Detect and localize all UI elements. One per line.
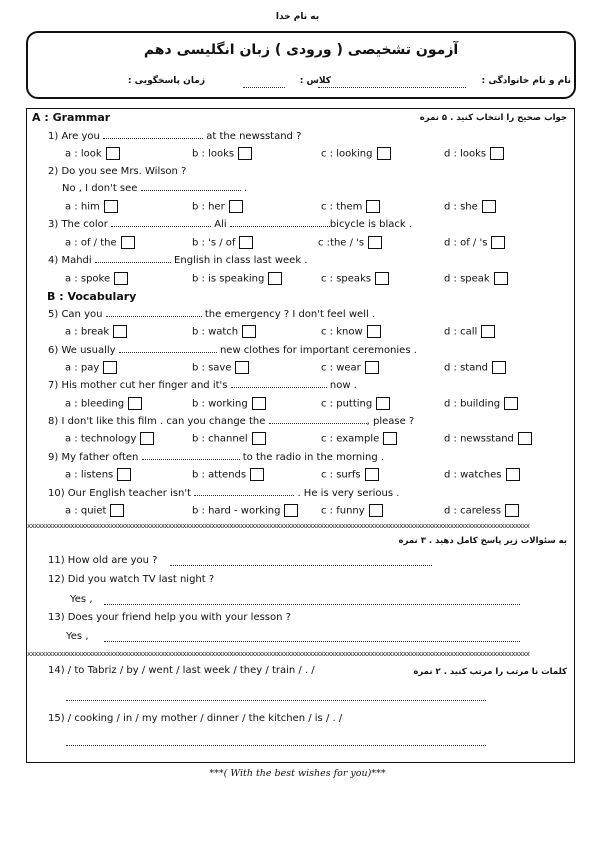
option: d : newsstand <box>444 432 532 445</box>
answer-checkbox[interactable] <box>504 397 518 410</box>
answer-checkbox[interactable] <box>491 236 505 249</box>
basmala: به نام خدا <box>275 12 320 22</box>
question-2: 2) Do you see Mrs. Wilson ? <box>48 166 187 177</box>
question-1: 1) Are you at the newsstand ? <box>48 131 302 142</box>
answer-checkbox[interactable] <box>114 272 128 285</box>
option: c : wear <box>321 361 379 374</box>
option: b : channel <box>192 432 266 445</box>
answer-checkbox[interactable] <box>239 236 253 249</box>
question-13-prefix: Yes , <box>66 631 89 642</box>
answer-checkbox[interactable] <box>505 504 519 517</box>
question-7: 7) His mother cut her finger and it's now . <box>48 380 357 391</box>
option: a : look <box>65 147 120 160</box>
answer-checkbox[interactable] <box>235 361 249 374</box>
answer-blank[interactable] <box>231 386 327 388</box>
separator-x-line: xxxxxxxxxxxxxxxxxxxxxxxxxxxxxxxxxxxxxxxxxxxxxxxxxxxxxxxxxxxxxxxxxxxxxxxxxxxxxxxxxxxxxxxxxxxxxxxxxxxxxxxxxxxxxxxxxxxxxxxxxxxxxxxxxxxxxxxxxxx <box>27 522 530 530</box>
answer-checkbox[interactable] <box>103 361 117 374</box>
option: d : stand <box>444 361 506 374</box>
answer-checkbox[interactable] <box>128 397 142 410</box>
class-field[interactable] <box>243 87 285 88</box>
answer-instruction: به سئوالات زیر پاسخ کامل دهید . ۳ نمره <box>398 536 567 546</box>
answer-blank[interactable] <box>95 261 171 263</box>
answer-checkbox[interactable] <box>490 147 504 160</box>
question-2-line2: No , I don't see . <box>62 183 247 194</box>
time-label: زمان پاسخگویی : <box>127 76 205 86</box>
option: a : listens <box>65 468 131 481</box>
option: b : attends <box>192 468 264 481</box>
answer-checkbox[interactable] <box>238 147 252 160</box>
answer-blank[interactable] <box>103 137 203 139</box>
answer-checkbox[interactable] <box>367 325 381 338</box>
question-5: 5) Can you the emergency ? I don't feel well . <box>48 309 376 320</box>
option: b : 's / of <box>192 236 253 249</box>
question-9: 9) My father often to the radio in the morning . <box>48 452 385 463</box>
option: a : him <box>65 200 118 213</box>
option: c : looking <box>321 147 391 160</box>
name-field[interactable] <box>318 87 466 88</box>
answer-blank[interactable] <box>141 189 241 191</box>
option: d : building <box>444 397 518 410</box>
option: a : quiet <box>65 504 124 517</box>
answer-checkbox[interactable] <box>365 361 379 374</box>
order-instruction: کلمات نا مرتب را مرتب کنید . ۲ نمره <box>413 667 567 677</box>
option: c : them <box>321 200 380 213</box>
answer-line[interactable] <box>66 745 486 746</box>
option: c : know <box>321 325 381 338</box>
answer-checkbox[interactable] <box>110 504 124 517</box>
answer-checkbox[interactable] <box>252 432 266 445</box>
option: a : pay <box>65 361 117 374</box>
option: b : hard - working <box>192 504 298 517</box>
answer-checkbox[interactable] <box>242 325 256 338</box>
question-3: 3) The color Ali bicycle is black . <box>48 219 413 230</box>
answer-checkbox[interactable] <box>506 468 520 481</box>
option: d : careless <box>444 504 519 517</box>
answer-line[interactable] <box>66 700 486 701</box>
vocabulary-heading: B : Vocabulary <box>47 290 137 303</box>
option: d : looks <box>444 147 504 160</box>
answer-checkbox[interactable] <box>365 468 379 481</box>
option: d : speak <box>444 272 508 285</box>
question-13: 13) Does your friend help you with your lesson ? <box>48 612 291 623</box>
answer-checkbox[interactable] <box>494 272 508 285</box>
answer-checkbox[interactable] <box>369 504 383 517</box>
answer-checkbox[interactable] <box>284 504 298 517</box>
answer-checkbox[interactable] <box>268 272 282 285</box>
answer-blank[interactable] <box>111 225 211 227</box>
option: b : her <box>192 200 243 213</box>
option: d : she <box>444 200 496 213</box>
answer-checkbox[interactable] <box>482 200 496 213</box>
answer-blank[interactable] <box>269 422 367 424</box>
answer-blank[interactable] <box>194 494 294 496</box>
option: b : is speaking <box>192 272 282 285</box>
option: b : looks <box>192 147 252 160</box>
exam-title: آزمون تشخیصی ( ورودی ) زبان انگلیسی دهم <box>143 42 459 58</box>
name-label: نام و نام خانوادگی : <box>481 76 571 86</box>
answer-checkbox[interactable] <box>481 325 495 338</box>
option: b : working <box>192 397 266 410</box>
answer-checkbox[interactable] <box>140 432 154 445</box>
answer-checkbox[interactable] <box>117 468 131 481</box>
option: d : call <box>444 325 495 338</box>
option: a : bleeding <box>65 397 142 410</box>
answer-blank[interactable] <box>230 225 330 227</box>
grammar-instruction: جواب صحیح را انتخاب کنید . ۵ نمره <box>419 113 567 123</box>
answer-checkbox[interactable] <box>375 272 389 285</box>
answer-line[interactable] <box>104 604 520 605</box>
answer-checkbox[interactable] <box>518 432 532 445</box>
separator-x-line: xxxxxxxxxxxxxxxxxxxxxxxxxxxxxxxxxxxxxxxxxxxxxxxxxxxxxxxxxxxxxxxxxxxxxxxxxxxxxxxxxxxxxxxxxxxxxxxxxxxxxxxxxxxxxxxxxxxxxxxxxxxxxxxxxxxxxxxxxxx <box>27 650 530 658</box>
footer-wishes: ***( With the best wishes for you)*** <box>209 768 386 779</box>
option: b : save <box>192 361 249 374</box>
option: a : spoke <box>65 272 128 285</box>
grammar-heading: A : Grammar <box>32 111 111 124</box>
option: a : break <box>65 325 127 338</box>
option: a : of / the <box>65 236 135 249</box>
answer-checkbox[interactable] <box>376 397 390 410</box>
answer-blank[interactable] <box>106 315 202 317</box>
answer-checkbox[interactable] <box>104 200 118 213</box>
answer-checkbox[interactable] <box>250 468 264 481</box>
question-4: 4) Mahdi English in class last week . <box>48 255 308 266</box>
option: b : watch <box>192 325 256 338</box>
answer-checkbox[interactable] <box>492 361 506 374</box>
answer-checkbox[interactable] <box>229 200 243 213</box>
option: c : funny <box>321 504 383 517</box>
answer-checkbox[interactable] <box>377 147 391 160</box>
question-11: 11) How old are you ? <box>48 555 158 566</box>
answer-blank[interactable] <box>142 458 240 460</box>
question-8: 8) I don't like this film . can you change the , please ? <box>48 416 415 427</box>
question-12-prefix: Yes , <box>70 594 93 605</box>
option: a : technology <box>65 432 154 445</box>
option: c : putting <box>321 397 390 410</box>
option: d : of / 's <box>444 236 505 249</box>
answer-checkbox[interactable] <box>252 397 266 410</box>
answer-checkbox[interactable] <box>366 200 380 213</box>
option: c : speaks <box>321 272 389 285</box>
answer-line[interactable] <box>104 641 520 642</box>
question-10: 10) Our English teacher isn't . He is very serious . <box>48 488 400 499</box>
option: d : watches <box>444 468 520 481</box>
answer-blank[interactable] <box>119 351 217 353</box>
question-15: 15) / cooking / in / my mother / dinner / the kitchen / is / . / <box>48 713 343 724</box>
option: c :the / 's <box>318 236 382 249</box>
question-14: 14) / to Tabriz / by / went / last week / they / train / . / <box>48 665 315 676</box>
option: c : example <box>321 432 397 445</box>
answer-line[interactable] <box>170 565 432 566</box>
question-12: 12) Did you watch TV last night ? <box>48 574 215 585</box>
answer-checkbox[interactable] <box>368 236 382 249</box>
answer-checkbox[interactable] <box>106 147 120 160</box>
question-6: 6) We usually new clothes for important ceremonies . <box>48 345 417 356</box>
answer-checkbox[interactable] <box>121 236 135 249</box>
option: c : surfs <box>321 468 379 481</box>
answer-checkbox[interactable] <box>383 432 397 445</box>
answer-checkbox[interactable] <box>113 325 127 338</box>
class-label: کلاس : <box>299 76 331 86</box>
